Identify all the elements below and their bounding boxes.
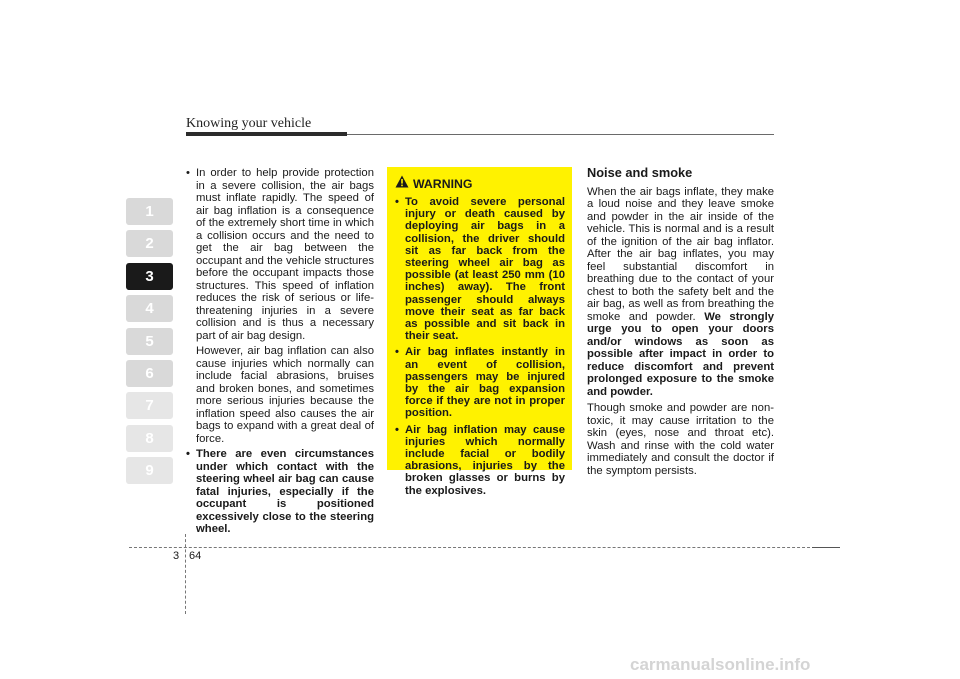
bullet-dot: •	[395, 423, 399, 436]
warning-title: WARNING	[413, 177, 473, 191]
warning-item-text: Air bag inflates instantly in an event of collision, passengers may be injured by the air bag expansion force if they are not in proper position.	[405, 346, 565, 420]
warning-item-text: To avoid severe personal injury or death caused by deploying air bags in a collision, the driver should sit as far back from the steering wheel air bag as possible (at least 250 mm (10 inches) away). The front passenger should always move their seat as far back as possible and sit back in their seat.	[405, 196, 565, 343]
left-bullet-inflation-speed	[186, 167, 374, 342]
chapter-tab-2[interactable]: 2	[126, 230, 173, 257]
warning-triangle-icon	[395, 175, 409, 193]
chapter-tab-5[interactable]: 5	[126, 328, 173, 355]
watermark: carmanualsonline.info	[630, 655, 811, 674]
chapter-tab-6[interactable]: 6	[126, 360, 173, 387]
page-number: 64	[189, 550, 202, 562]
chapter-tab-7[interactable]: 7	[126, 392, 173, 419]
right-paragraph-1-normal: When the air bags inflate, they make a loud noise and they leave smoke and powder in the air inside of the vehicle. This is normal and is a result of the ignition of the air bag inflator. After the air bag inflates, you may feel substantial discomfort in breathing due to the contact of your chest to both the safety belt and the air bag, as well as from breathing the smoke and powder.	[587, 185, 774, 323]
left-bullet-fatal-injuries	[186, 448, 374, 536]
right-column	[587, 167, 774, 481]
footer-vertical-rule	[185, 534, 186, 614]
warning-item-text: Air bag inflation may cause injuries which normally include facial or bodily abrasions, injuries by the broken glasses or burns by the explosives.	[405, 423, 565, 497]
left-bullet-1-text: In order to help provide protection in a severe collision, the air bags must inflate rapidly. The speed of air bag inflation is a consequence of the extremely short time in which a collision occurs and the need to get the air bag between the occupant and the vehicle structures before the occupant impacts those structures. This speed of inflation reduces the risk of serious or life-threatening injuries in a severe collision and is thus a necessary part of air bag design.	[196, 167, 374, 342]
header-rule-thin	[347, 134, 774, 135]
chapter-tab-8[interactable]: 8	[126, 425, 173, 452]
header-rule-thick	[186, 132, 347, 136]
warning-item	[395, 346, 565, 419]
right-paragraph-1-bold: We strongly urge you to open your doors and/or windows as soon as possible after impact in order to reduce discomfort and prevent prolonged exposure to the smoke and powder.	[587, 310, 774, 398]
footer-rule-end	[812, 547, 840, 548]
chapter-tab-3[interactable]: 3	[126, 263, 173, 290]
warning-header	[395, 175, 572, 193]
warning-list	[387, 196, 572, 497]
left-column	[186, 167, 374, 538]
header-title: Knowing your vehicle	[186, 116, 312, 131]
bullet-dot: •	[395, 346, 399, 359]
warning-box	[387, 167, 572, 497]
warning-item	[395, 424, 565, 497]
left-bullet-2-text: There are even circumstances under which contact with the steering wheel air bag can cause fatal injuries, especially if the occupant is positioned excessively close to the steering wheel.	[196, 448, 374, 535]
bullet-dot: •	[186, 167, 190, 179]
bullet-dot: •	[186, 448, 190, 460]
footer-dashed-rule	[129, 547, 820, 548]
chapter-tab-9[interactable]: 9	[126, 457, 173, 484]
warning-item	[395, 196, 565, 342]
right-paragraph-1	[587, 186, 774, 399]
page-chapter-number: 3	[173, 550, 180, 562]
bullet-dot: •	[395, 196, 399, 208]
chapter-tab-1[interactable]: 1	[126, 198, 173, 225]
chapter-tabs	[126, 198, 173, 490]
section-heading-noise-smoke: Noise and smoke	[587, 165, 693, 180]
right-paragraph-2: Though smoke and powder are non-toxic, it may cause irritation to the skin (eyes, nose and throat etc). Wash and rinse with the cold water immediately and consult the doctor if the symptom persists.	[587, 402, 774, 477]
left-paragraph-injuries: However, air bag inflation can also cause injuries which normally can include facial abrasions, bruises and broken bones, and sometimes more serious injuries because the inflation speed also causes the air bags to expand with a great deal of force.	[196, 345, 374, 445]
chapter-tab-4[interactable]: 4	[126, 295, 173, 322]
